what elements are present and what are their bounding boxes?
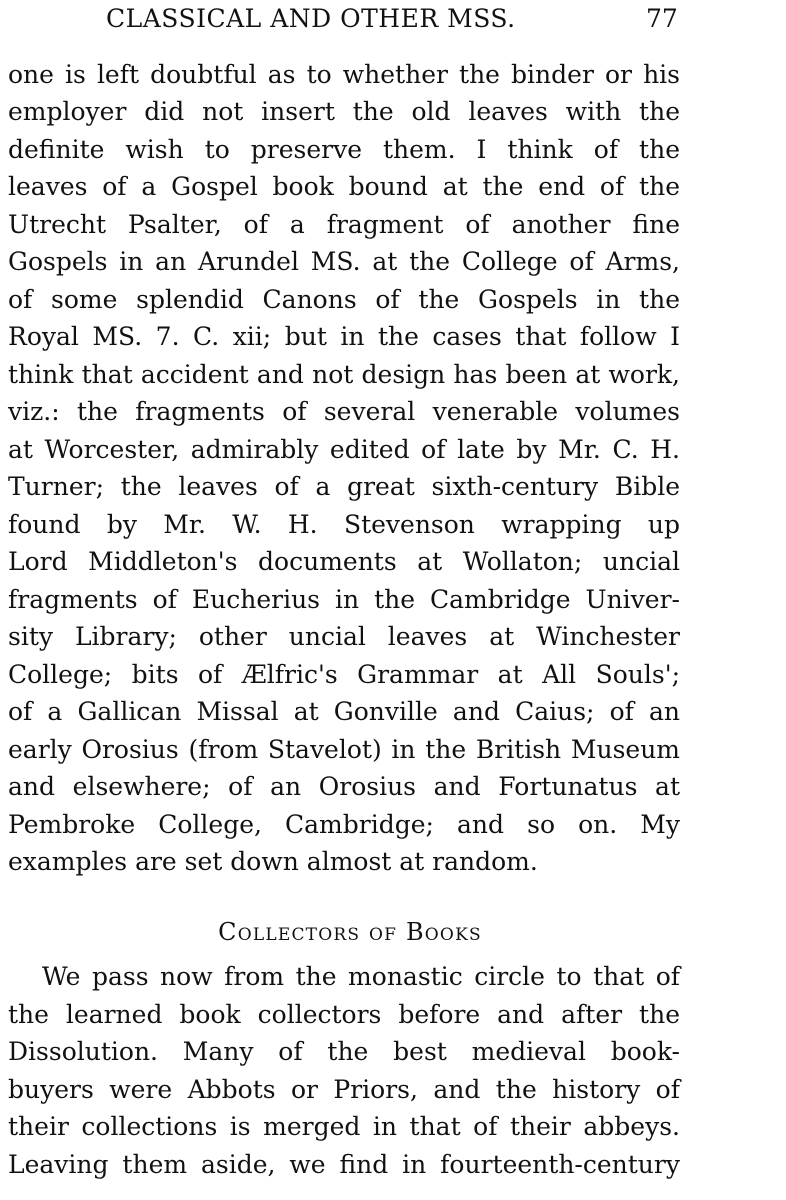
text-line: at Worcester, admirably edited of late by Mr. C. H. [8,435,680,464]
text-line: one is left doubtful as to whether the binder or his [8,60,680,89]
text-line: fragments of Eucherius in the Cambridge Univer- [8,585,680,614]
text-line: think that accident and not design has been at work, [8,360,680,389]
text-line: Turner; the leaves of a great sixth-century Bible [8,472,680,501]
page-number: 77 [646,4,678,33]
text-line: sity Library; other uncial leaves at Winchester [8,622,680,651]
text-line: employer did not insert the old leaves with the [8,97,680,126]
text-line: viz.: the fragments of several venerable volumes [8,397,680,426]
text-line: Gospels in an Arundel MS. at the College of Arms, [8,247,680,276]
text-line: the learned book collectors before and after the [8,1000,680,1029]
text-line: early Orosius (from Stavelot) in the British Museum [8,735,680,764]
text-line: College; bits of Ælfric's Grammar at All Souls'; [8,660,680,689]
text-line: Royal MS. 7. C. xii; but in the cases that follow I [8,322,680,351]
text-line: leaves of a Gospel book bound at the end of the [8,172,680,201]
text-line: found by Mr. W. H. Stevenson wrapping up [8,510,680,539]
text-line: their collections is merged in that of their abbeys. [8,1112,680,1141]
text-line: examples are set down almost at random. [8,847,538,876]
text-line: Leaving them aside, we find in fourteenth-century [8,1150,680,1179]
section-heading: Collectors of Books [218,918,482,946]
text-line: buyers were Abbots or Priors, and the history of [8,1075,680,1104]
text-line: Utrecht Psalter, of a fragment of another fine [8,210,680,239]
text-line: of some splendid Canons of the Gospels in the [8,285,680,314]
running-title: CLASSICAL AND OTHER MSS. [106,4,516,33]
text-line: definite wish to preserve them. I think of the [8,135,680,164]
text-line: Pembroke College, Cambridge; and so on. My [8,810,680,839]
running-head [0,4,786,38]
text-line: We pass now from the monastic circle to that of [42,962,680,991]
text-line: Lord Middleton's documents at Wollaton; uncial [8,547,680,576]
text-line: Dissolution. Many of the best medieval book- [8,1037,680,1066]
text-line: and elsewhere; of an Orosius and Fortunatus at [8,772,680,801]
text-line: of a Gallican Missal at Gonville and Caius; of an [8,697,680,726]
